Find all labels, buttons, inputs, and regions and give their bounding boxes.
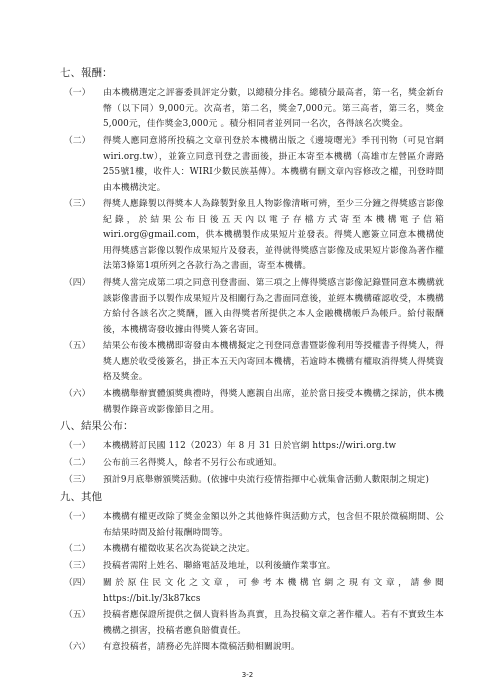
page-number: 3-2 bbox=[241, 671, 254, 679]
item-number: （一） bbox=[64, 512, 91, 522]
item-text: 得獎人應錄製以得獎本人為錄製對象且人物影像清晰可辨，至少三分鐘之得獎感言影像紀錄，於結果公布日後五天內以電子存檔方式寄至本機構電子信箱wiri.org@gmail.com，供本機構製作成果短片並發表。得獎人應簽立同意本機構使用得獎感言影像以製作成果短片及發表，並得就得獎感言影像及成果短片影像為著作權法第3條第1項所列之各款行為之書面，寄至本機構。 bbox=[103, 199, 444, 272]
item-text: 投稿者需附上姓名、聯絡電話及地址，以利後續作業事宜。 bbox=[103, 561, 336, 571]
item-text: 關於原住民文化之文章，可參考本機構官網之現有文章，請參閱https://bit.ly/3k87kcs bbox=[103, 578, 444, 604]
item-number: （一） bbox=[64, 88, 91, 98]
item-text: 預計9月底舉辦頒獎活動。(依據中央流行疫情指揮中心就集會活動人數限制之規定) bbox=[103, 475, 430, 485]
item-number: （五） bbox=[64, 610, 91, 620]
item-number: （四） bbox=[64, 278, 91, 288]
item-text: 有意投稿者，請務必先詳閱本徵稿活動相關說明。 bbox=[103, 642, 300, 652]
item-number: （一） bbox=[64, 441, 91, 451]
section-7-title: 七、報酬： bbox=[60, 67, 113, 79]
item-number: （二） bbox=[64, 136, 91, 146]
item-text: 由本機構選定之評審委員評定分數，以總積分排名。總積分最高者，第一名，獎金新台幣（以下同）9,000元。次高者，第二名，獎金7,000元。第三高者，第三名，獎金5,000元，佳作獎金3,000元 。積分相同者並列同一名次，各得該名次獎金。 bbox=[103, 88, 444, 130]
item-number: （六） bbox=[64, 389, 91, 399]
item-number: （六） bbox=[64, 642, 91, 652]
item-number: （四） bbox=[64, 578, 91, 588]
item-number: （三） bbox=[64, 475, 91, 485]
item-text: 本機構舉辦實體頒獎典禮時，得獎人應親自出席，並於當日接受本機構之採訪，供本機構製作錄音或影像節目之用。 bbox=[103, 389, 444, 415]
item-text: 結果公布後本機構即寄發由本機構擬定之刊登同意書暨影像利用等授權書予得獎人，得獎人應於收受後簽名，掛正本五天內寄回本機構，若逾時本機構有權取消得獎人得獎資格及獎金。 bbox=[103, 341, 444, 383]
item-number: （三） bbox=[64, 199, 91, 209]
item-number: （三） bbox=[64, 561, 91, 571]
item-text: 投稿者應保證所提供之個人資料皆為真實，且為投稿文章之著作權人。若有不實致生本機構之損害，投稿者應負賠償責任。 bbox=[103, 610, 444, 636]
section-9-title: 九、其他 bbox=[60, 491, 102, 503]
item-text: 本機構有權徵收某名次為從缺之決定。 bbox=[103, 544, 256, 554]
item-text: 公布前三名得獎人，餘者不另行公布或通知。 bbox=[103, 458, 282, 468]
item-number: （二） bbox=[64, 458, 91, 468]
item-number: （五） bbox=[64, 341, 91, 351]
item-text: 本機構有權更改除了獎金金額以外之其他條件與活動方式，包含但不限於徵稿期間、公布結果時間及給付報酬時間等。 bbox=[103, 512, 444, 538]
item-number: （二） bbox=[64, 544, 91, 554]
item-text: 本機構將訂民國 112（2023）年 8 月 31 日於官網 https://wiri.org.tw bbox=[103, 441, 397, 451]
item-text: 得獎人當完成第二項之同意刊登書面、第三項之上傳得獎感言影像記錄暨同意本機構就該影像書面予以製作成果短片及相關行為之書面同意後，並經本機構確認收受，本機構方給付各該名次之獎酬，匯入由得獎者所提供之本人金融機構帳戶為帳戶。給付報酬後，本機構寄發收據由得獎人簽名寄回。 bbox=[103, 278, 444, 335]
item-text: 得獎人應同意將所投稿之文章刊登於本機構出版之《邊境曙光》季刊刊物（可見官網wiri.org.tw），並簽立同意刊登之書面後，掛正本寄至本機構（高雄市左營區介壽路255號1樓，收件人：WIRI少數民族基傳）。本機構有刪文章內容修改之權，刊登時間由本機構決定。 bbox=[103, 136, 444, 193]
section-8-title: 八、結果公布： bbox=[60, 420, 134, 432]
